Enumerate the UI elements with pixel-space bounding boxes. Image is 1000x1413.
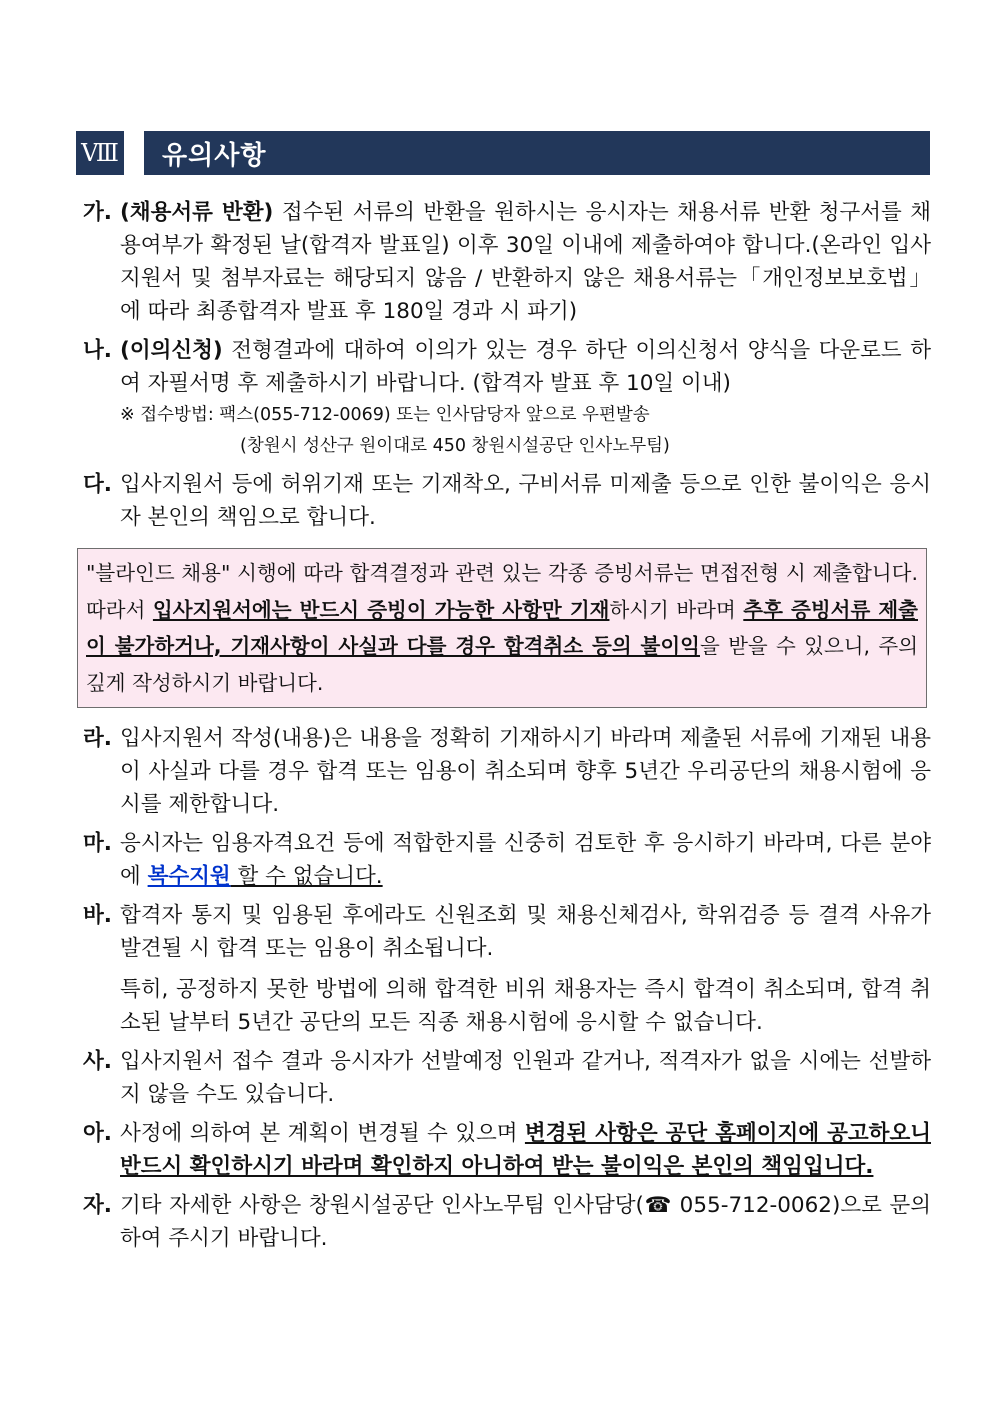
item-sa [83,1045,931,1111]
item-marker: 라. [83,726,112,751]
item-marker: 사. [83,1049,112,1074]
section-content [83,196,931,1261]
item-body [120,1117,931,1183]
item-marker: 다. [83,472,112,497]
item-text: 접수된 서류의 반환을 원하시는 응시자는 채용서류 반환 청구서를 채용여부가 확정된 날(합격자 발표일) 이후 30일 이내에 제출하여야 합니다.(온라인 입사지원서 및 첨부자료는 해당되지 않음 / 반환하지 않은 채용서류는「개인정보보호법」에 따라 최종합격자 발표 후 180일 경과 시 파기) [120,200,931,324]
item-text-extra: 특히, 공정하지 못한 방법에 의해 합격한 비위 채용자는 즉시 합격이 취소되며, 합격 취소된 날부터 5년간 공단의 모든 직종 채용시험에 응시할 수 없습니다. [120,977,931,1035]
section-number: Ⅷ [76,131,124,175]
item-body [120,1189,931,1255]
item-body [120,899,931,1039]
item-marker: 바. [83,903,112,928]
multiple-application-highlight: 복수지원 [147,864,231,889]
note-address: (창원시 성산구 원이대로 450 창원시설공단 인사노무팀) [240,436,670,456]
item-marker: 마. [83,831,112,856]
notice-emphasis: 입사지원서에는 반드시 증빙이 가능한 사항만 기재 [152,597,610,622]
notice-emphasis: 추후 증빙서류 제출이 불가하거나, 기재사항이 사실과 다를 경우 합격취소 등의 불이익 [86,597,918,658]
item-text: 할 수 없습니다. [230,864,383,889]
item-marker: 가. [83,200,112,225]
item-text: 합격자 통지 및 임용된 후에라도 신원조회 및 채용신체검사, 학위검증 등 결격 사유가 발견될 시 합격 또는 임용이 취소됩니다. [120,903,931,961]
item-text: 기타 자세한 사항은 창원시설공단 인사노무팀 인사담당( [120,1193,644,1218]
item-heading: (이의신청) [120,338,223,363]
item-text: 응시자는 임용자격요건 등에 적합한지를 신중히 검토한 후 응시하기 바라며, 다른 분야에 [120,831,931,889]
item-a [83,1117,931,1183]
item-na [83,334,931,462]
item-body [120,334,931,462]
item-text: 입사지원서 작성(내용)은 내용을 정확히 기재하시기 바라며 제출된 서류에 기재된 내용이 사실과 다를 경우 합격 또는 임용이 취소되며 향후 5년간 우리공단의 채용시험에 응시를 제한합니다. [120,726,931,817]
item-emphasis: 변경된 사항은 공단 홈페이지에 공고하오니 반드시 확인하시기 바라며 확인하지 아니하여 받는 불이익은 본인의 책임입니다. [120,1121,931,1179]
item-marker: 자. [83,1193,112,1218]
item-body [120,196,931,328]
notice-text: 을 받을 수 있으니, 주의 깊게 작성하시기 바랍니다. [86,634,918,695]
item-text: 입사지원서 접수 결과 응시자가 선발예정 인원과 같거나, 적격자가 없을 시에는 선발하지 않을 수도 있습니다. [120,1049,931,1107]
phone-icon: ☎ [643,1193,673,1218]
item-ja [83,1189,931,1255]
item-body [120,827,931,893]
item-marker: 아. [83,1121,112,1146]
notice-text: 하시기 바라며 [609,597,744,622]
item-text: 사정에 의하여 본 계획이 변경될 수 있으며 [120,1121,525,1146]
notice-text: "블라인드 채용" 시행에 따라 합격결정과 관련 있는 각종 증빙서류는 면접전형 시 제출합니다. 따라서 [86,561,918,622]
section-title: 유의사항 [144,131,930,175]
submission-note [120,400,931,462]
note-line: ※ 접수방법: 팩스(055-712-0069) 또는 인사담당자 앞으로 우편발송 [120,405,650,425]
item-ba [83,899,931,1039]
item-ga [83,196,931,328]
item-ma [83,827,931,893]
item-ra [83,722,931,821]
item-text: 055-712-0062)으로 문의하여 주시기 바랍니다. [120,1193,931,1251]
item-text: 입사지원서 등에 허위기재 또는 기재착오, 구비서류 미제출 등으로 인한 불이익은 응시자 본인의 책임으로 합니다. [120,472,931,530]
item-text: 전형결과에 대하여 이의가 있는 경우 하단 이의신청서 양식을 다운로드 하여 자필서명 후 제출하시기 바랍니다. (합격자 발표 후 10일 이내) [120,338,931,396]
item-heading: (채용서류 반환) [120,200,274,225]
item-da [83,468,931,534]
section-header [76,131,930,175]
item-marker: 나. [83,338,112,363]
blind-recruitment-notice [77,548,927,708]
